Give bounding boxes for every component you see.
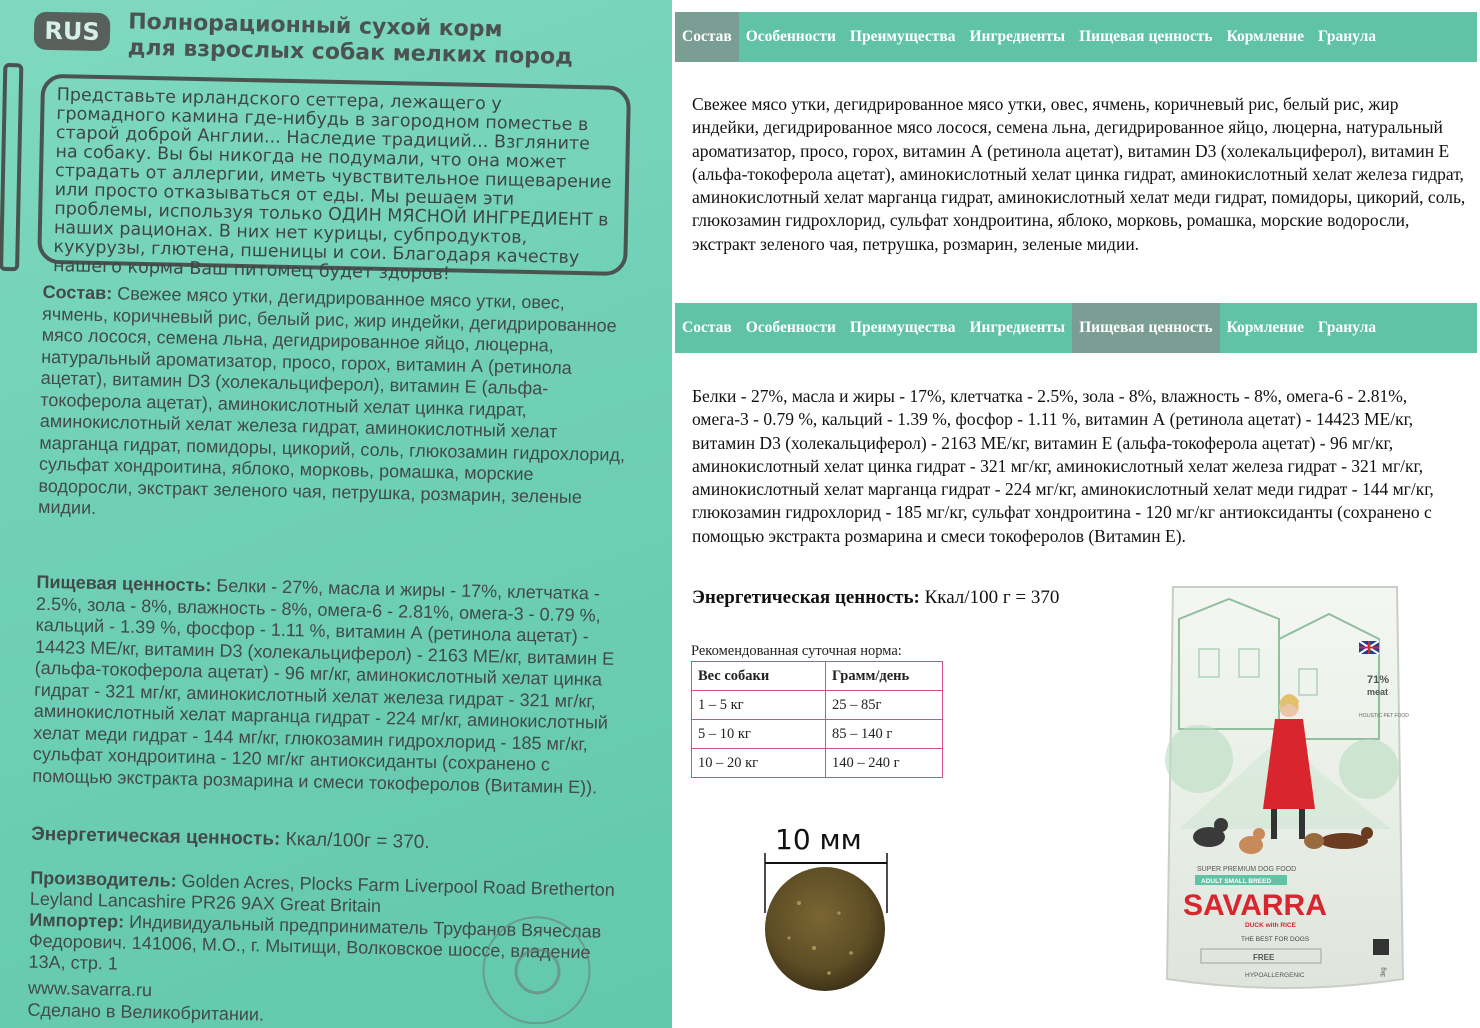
tab-sostav[interactable]: Состав	[682, 319, 732, 336]
label-maker-text: Golden Acres, Plocks Farm Liverpool Road Bretherton Leyland Lancashire PR26 9AX Great Britain	[29, 870, 615, 917]
package-label-photo	[0, 0, 672, 1028]
feeding-weight-cell: 10 – 20 кг	[692, 749, 826, 778]
label-composition-title: Состав:	[42, 281, 113, 304]
feeding-grams-cell: 25 – 85г	[826, 691, 943, 720]
bag-free: FREE	[1253, 953, 1275, 962]
label-made-in: Сделано в Великобритании.	[27, 999, 265, 1025]
bag-breed: ADULT SMALL BREED	[1201, 878, 1272, 885]
label-maker-title: Производитель:	[30, 867, 177, 891]
nutrition-text: Белки - 27%, масла и жиры - 17%, клетчатка - 2.5%, зола - 8%, влажность - 8%, омега-6 - 2.81%, омега-3 - 0.79 %, кальций - 1.39 %, фосфор - 1.11 %, витамин А (ретинола ацетат) - 14423 МЕ/кг, витамин D3 (холекальциферол) - 2163 МЕ/кг, витамин Е (альфа-токоферола ацетат) - 96 мг/кг, аминокислотный хелат цинка гидрат - 321 мг/кг, аминокислотный хелат железа гидрат - 321 мг/кг, аминокислотный хелат марганца гидрат - 224 мг/кг, аминокислотный хелат меди гидрат - 144 мг/кг, глюкозамин гидрохлорид - 185 мг/кг, сульфат хондроитина - 120 мг/кг антиоксиданты (сохранено с помощью экстракта розмарина и смеси токоферолов (Витамин Е).	[692, 386, 1434, 546]
tab-bar-composition	[675, 12, 1477, 62]
bag-percent: 71%	[1367, 674, 1390, 686]
table-row	[692, 720, 943, 749]
label-intro-box: Представьте ирландского сеттера, лежащего у громадного камина где-нибудь в загородном поместье в старой доброй Англии... Наследие традиций... Взгляните на собаку. Вы бы никогда не подумали, что она может страдать от аллергии, иметь чувствительное пищеварение или просто отказываться от еды. Мы решаем эти проблемы, используя только ОДИН МЯСНОЙ ИНГРЕДИЕНТ в наших рационах. В них нет курицы, субпродуктов, кукурузы, глютена, пшеницы и сои. Благодаря качеству нашего корма Ваш питомец будет здоров!	[37, 74, 631, 276]
tab-bar-nutrition	[675, 303, 1477, 353]
label-heading-line1: Полнорационный сухой корм	[127, 9, 503, 43]
label-nutrition-text: Белки - 27%, масла и жиры - 17%, клетчатка - 2.5%, зола - 8%, влажность - 8%, омега-6 - 2.81%, омега-3 - 0.79 %, кальций - 1.39 %, фосфор - 1.11 %, витамин А (ретинола ацетат) - 14423 МЕ/кг, витамин D3 (холекальциферол) - 2163 МЕ/кг, витамин Е (альфа-токоферола ацетат) - 96 мг/кг, аминокислотный хелат цинка гидрат - 321 мг/кг, аминокислотный хелат железа гидрат - 321 мг/кг, аминокислотный хелат марганца гидрат - 224 мг/кг, аминокислотный хелат меди гидрат - 144 мг/кг, глюкозамин гидрохлорид - 185 мг/кг, сульфат хондроитина - 120 мг/кг антиоксиданты (сохранено с помощью экстракта розмарина и смеси токоферолов (Витамин Е)).	[32, 575, 615, 798]
qr-code-icon	[1373, 939, 1389, 955]
feeding-weight-cell: 1 – 5 кг	[692, 691, 826, 720]
bag-tagline: SUPER PREMIUM DOG FOOD	[1197, 866, 1297, 873]
feeding-weight-cell: 5 – 10 кг	[692, 720, 826, 749]
product-bag-image	[1159, 579, 1411, 997]
tab-sostav[interactable]: Состав	[675, 12, 739, 62]
package-label-text	[0, 0, 672, 1028]
bag-weight: 3kg	[1381, 967, 1387, 977]
energy-label: Энергетическая ценность:	[692, 587, 920, 608]
feeding-table	[691, 661, 943, 778]
bag-brand: SAVARRA	[1183, 889, 1327, 922]
feeding-header-weight: Вес собаки	[692, 662, 826, 691]
tab-pishchevaya-tsennost[interactable]: Пищевая ценность	[1079, 28, 1213, 45]
label-importer-text: Индивидуальный предприниматель Труфанов Вячеслав Федорович. 141006, М.О., г. Мытищи, Волковское шоссе, владение 13А, стр. 1	[28, 911, 602, 974]
energy-value: Ккал/100 г = 370	[924, 587, 1060, 608]
feeding-table-header	[692, 662, 943, 691]
label-energy	[31, 824, 621, 858]
tab-preimushchestva[interactable]: Преимущества	[849, 28, 956, 45]
kibble-image	[759, 853, 909, 998]
tab-osobennosti[interactable]: Особенности	[745, 319, 836, 336]
bag-percent-word: meat	[1367, 687, 1389, 697]
kibble-size-label: 10 мм	[775, 823, 862, 856]
label-importer-title: Импортер:	[29, 909, 125, 932]
feeding-header-grams: Грамм/день	[826, 662, 943, 691]
bag-hypo: HYPOALLERGENIC	[1245, 972, 1305, 979]
language-badge: RUS	[34, 12, 111, 52]
label-composition-text: Свежее мясо утки, дегидрированное мясо утки, овес, ячмень, коричневый рис, белый рис, жир индейки, дегидрированное мясо лосося, семена льна, дегидрированное яйцо, люцерна, натуральный ароматизатор, просо, горох, витамин А (ретинола ацетат), витамин D3 (холекальциферол), витамин Е (альфа-токоферола ацетат), аминокислотный хелат цинка гидрат, аминокислотный хелат железа гидрат, аминокислотный хелат марганца гидрат, помидоры, цикорий, соль, глюкозамин гидрохлорид, сульфат хондроитина, яблоко, морковь, ромашка, морские водоросли, экстракт зеленого чая, петрушка, розмарин, зеленые мидии.	[37, 283, 626, 518]
tab-pishchevaya-tsennost[interactable]: Пищевая ценность	[1072, 303, 1219, 353]
tab-preimushchestva[interactable]: Преимущества	[849, 319, 956, 336]
label-heading-line2: для взрослых собак мелких пород	[127, 35, 574, 70]
energy-value-line	[692, 587, 1059, 609]
feeding-grams-cell: 140 – 240 г	[826, 749, 943, 778]
tab-osobennosti[interactable]: Особенности	[745, 28, 836, 45]
table-row	[692, 749, 943, 778]
tab-kormlenie[interactable]: Кормление	[1226, 319, 1305, 336]
feeding-grams-cell: 85 – 140 г	[826, 720, 943, 749]
bag-slogan: THE BEST FOR DOGS	[1241, 936, 1310, 943]
label-energy-title: Энергетическая ценность:	[31, 823, 281, 850]
tab-kormlenie[interactable]: Кормление	[1226, 28, 1305, 45]
tab-granula[interactable]: Гранула	[1318, 319, 1377, 336]
label-composition	[38, 282, 633, 531]
label-website: www.savarra.ru	[27, 977, 153, 1001]
label-energy-value: Ккал/100г = 370.	[285, 829, 430, 854]
bag-flavor: DUCK with RICE	[1245, 922, 1296, 929]
product-info-panel	[675, 5, 1477, 1023]
label-side-frame	[0, 63, 23, 271]
tab-ingredienty[interactable]: Ингредиенты	[969, 319, 1066, 336]
tab-ingredienty[interactable]: Ингредиенты	[969, 28, 1066, 45]
label-nutrition	[32, 572, 626, 799]
bag-side-text: HOLISTIC PET FOOD	[1359, 713, 1409, 719]
feeding-caption: Рекомендованная суточная норма:	[691, 643, 902, 659]
table-row	[692, 691, 943, 720]
tab-granula[interactable]: Гранула	[1318, 28, 1377, 45]
composition-text: Свежее мясо утки, дегидрированное мясо утки, овес, ячмень, коричневый рис, белый рис, жир индейки, дегидрированное мясо лосося, семена льна, дегидрированное яйцо, люцерна, натуральный ароматизатор, просо, горох, витамин А (ретинола ацетат), витамин D3 (холекальциферол), витамин Е (альфа-токоферола ацетат), аминокислотный хелат цинка гидрат, аминокислотный хелат железа гидрат, аминокислотный хелат марганца гидрат, аминокислотный хелат меди гидрат, помидоры, цикорий, соль, глюкозамин гидрохлорид, сульфат хондроитина, яблоко, морковь, ромашка, морские водоросли, экстракт зеленого чая, петрушка, розмарин, зеленые мидии.	[692, 94, 1466, 254]
label-nutrition-title: Пищевая ценность:	[36, 571, 212, 596]
label-heading	[127, 10, 668, 73]
